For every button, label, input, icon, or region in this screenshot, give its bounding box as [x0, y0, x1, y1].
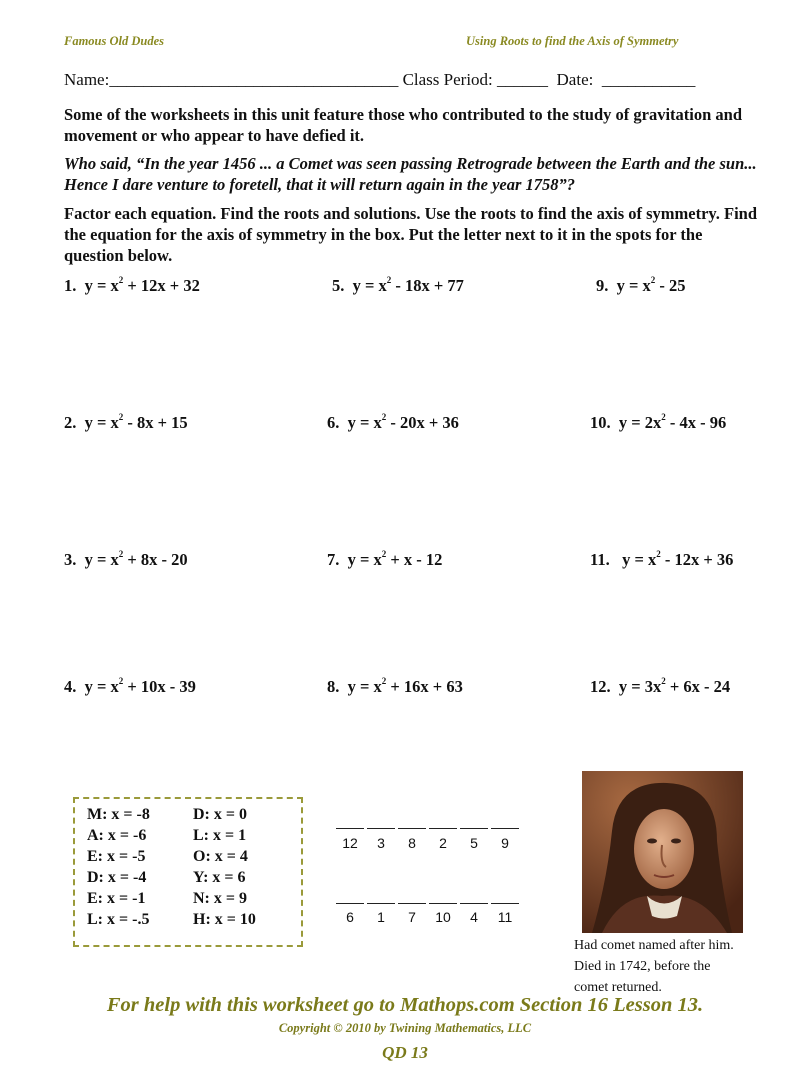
class-period-field[interactable]: ______ [497, 70, 549, 89]
answer-blanks [336, 828, 526, 928]
blank-index: 11 [497, 909, 513, 925]
footer-copyright: Copyright © 2010 by Twining Mathematics, LLC [278, 1021, 532, 1035]
problem-11: 11. $y = x^2 - 12x + 36$ [590, 549, 734, 569]
problem-number: 3. [64, 550, 77, 569]
date-field[interactable]: ___________ [601, 70, 696, 89]
answer-blank[interactable] [398, 903, 426, 904]
key-left-2: A: x = -6 [87, 827, 147, 844]
blank-index: 3 [377, 835, 385, 851]
answer-blank[interactable] [398, 828, 426, 829]
problem-number: 8. [327, 677, 340, 696]
answer-blank[interactable] [491, 828, 519, 829]
header-left: Famous Old Dudes [64, 34, 165, 48]
footer-help: For help with this worksheet go to Mathops.com Section 16 Lesson 13. [106, 994, 704, 1016]
answer-blank[interactable] [460, 828, 488, 829]
answer-blank[interactable] [336, 828, 364, 829]
answer-blank[interactable] [460, 903, 488, 904]
problem-8: 8. $y = x^2 + 16x + 63$ [327, 676, 463, 696]
blank-index: 5 [470, 835, 478, 851]
blank-index: 10 [435, 909, 451, 925]
blank-index: 4 [470, 909, 478, 925]
problem-5: 5. $y = x^2 - 18x + 77$ [332, 275, 464, 295]
key-right-5: N: x = 9 [193, 890, 247, 907]
problem-number: 6. [327, 413, 340, 432]
problem-number: 12. [590, 677, 611, 696]
footer-code: QD 13 [382, 1043, 428, 1062]
intro-text: Some of the worksheets in this unit feature those who contributed to the study of gravitation and movement or who appear to have defied it. [64, 105, 743, 145]
problem-number: 10. [590, 413, 611, 432]
key-left-6: L: x = -.5 [87, 911, 150, 928]
blank-index: 7 [408, 909, 416, 925]
answer-blank[interactable] [491, 903, 519, 904]
date-label: Date: [556, 70, 594, 89]
name-line [64, 70, 695, 90]
problem-number: 5. [332, 276, 345, 295]
blank-index: 6 [346, 909, 354, 925]
problem-number: 4. [64, 677, 77, 696]
caption-line: Had comet named after him. [574, 938, 734, 953]
problem-number: 7. [327, 550, 340, 569]
blank-index: 12 [342, 835, 358, 851]
problem-number: 11. [590, 550, 610, 569]
blank-index: 2 [439, 835, 447, 851]
problem-number: 1. [64, 276, 77, 295]
blank-index: 1 [377, 909, 385, 925]
problem-4: 4. $y = x^2 + 10x - 39$ [64, 676, 196, 696]
class-period-label: Class Period: [402, 70, 493, 89]
blank-index: 8 [408, 835, 416, 851]
portrait-image [582, 771, 743, 933]
caption-line: comet returned. [574, 980, 662, 995]
key-left-1: M: x = -8 [87, 806, 150, 823]
name-label: Name: [64, 70, 110, 89]
portrait-caption [574, 935, 734, 998]
answer-blank[interactable] [367, 903, 395, 904]
key-left-5: E: x = -1 [87, 890, 146, 907]
name-field[interactable]: __________________________________ [109, 70, 399, 89]
caption-line: Died in 1742, before the [574, 959, 711, 974]
key-right-4: Y: x = 6 [193, 869, 246, 886]
problem-9: 9. $y = x^2 - 25$ [596, 275, 686, 295]
problem-7: 7. $y = x^2 + x - 12$ [327, 549, 443, 569]
problem-12: 12. $y = 3x^2 + 6x - 24$ [590, 676, 731, 696]
key-left-4: D: x = -4 [87, 869, 147, 886]
answer-blank[interactable] [336, 903, 364, 904]
header-right: Using Roots to find the Axis of Symmetry [466, 34, 679, 48]
answer-blank[interactable] [429, 828, 457, 829]
key-right-3: O: x = 4 [193, 848, 248, 865]
key-right-1: D: x = 0 [193, 806, 247, 823]
problem-6: 6. $y = x^2 - 20x + 36$ [327, 412, 459, 432]
blank-index: 9 [501, 835, 509, 851]
problem-1: 1. $y = x^2 + 12x + 32$ [64, 275, 200, 295]
problem-number: 2. [64, 413, 77, 432]
problem-number: 9. [596, 276, 609, 295]
instructions-text: Factor each equation. Find the roots and solutions. Use the roots to find the axis of symmetry. Find the equation for the axis of symmetry in the box. Put the letter next to it in the spots for the question below. [64, 204, 758, 265]
answer-blank[interactable] [429, 903, 457, 904]
question-text: Who said, “In the year 1456 ... a Comet was seen passing Retrograde between the Earth and the sun... Hence I dare venture to foretell, that it will return again in the year 1758”? [64, 154, 757, 194]
problem-10: 10. $y = 2x^2 - 4x - 96$ [590, 412, 727, 432]
key-right-6: H: x = 10 [193, 911, 256, 928]
key-right-2: L: x = 1 [193, 827, 247, 844]
key-left-3: E: x = -5 [87, 848, 146, 865]
answer-blank[interactable] [367, 828, 395, 829]
problem-3: 3. $y = x^2 + 8x - 20$ [64, 549, 188, 569]
problem-2: 2. $y = x^2 - 8x + 15$ [64, 412, 188, 432]
